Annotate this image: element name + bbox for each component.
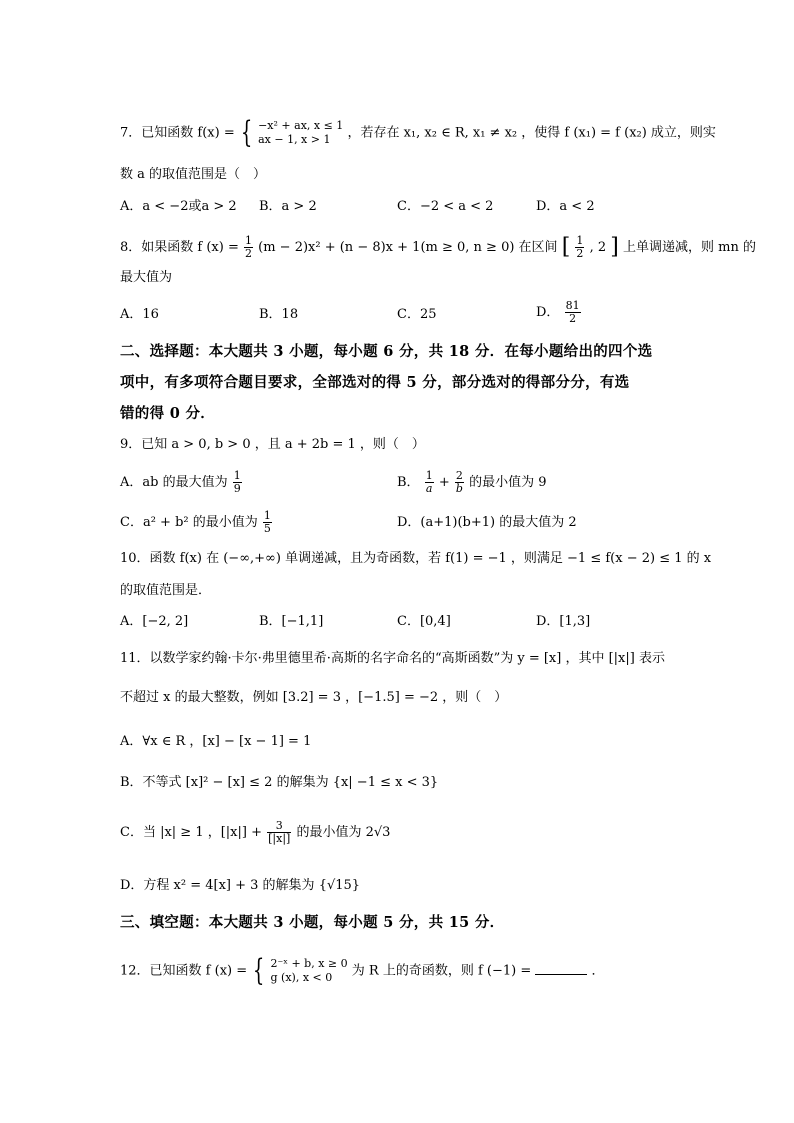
section2-heading-line2: 项中，有多项符合题目要求，全部选对的得 5 分，部分选对的得部分分，有选 <box>120 374 630 391</box>
q12-prefix: 12．已知函数 f (x) = <box>120 963 248 979</box>
q10-option-b: B．[−1,1] <box>259 614 324 629</box>
q8-d-den: 2 <box>569 312 577 325</box>
q7-cases <box>258 119 343 147</box>
q12-case2: g (x), x < 0 <box>270 971 333 984</box>
q8-option-d-label: D． <box>536 305 560 320</box>
q9-b-f2-den: b <box>455 482 463 495</box>
q7-option-a: A．a < −2或a > 2 <box>120 199 237 214</box>
q11-option-a: A．∀x ∈ R ，[x] − [x − 1] = 1 <box>120 734 312 749</box>
q8-prefix: 8．如果函数 f (x) = <box>120 240 239 255</box>
q9-option-b-suffix: 的最小值为 9 <box>469 475 547 490</box>
q12-answer-blank[interactable] <box>535 962 587 975</box>
q8-line2: 最大值为 <box>120 270 173 285</box>
q8-interval-den: 2 <box>576 247 584 260</box>
q9-option-b <box>397 470 546 495</box>
q8-interval-fraction <box>575 235 584 260</box>
q9-option-d: D．(a+1)(b+1) 的最大值为 2 <box>397 515 577 530</box>
q7-option-b: B．a > 2 <box>259 199 317 214</box>
q9-option-a-fraction <box>233 470 242 495</box>
q10-option-d: D．[1,3] <box>536 614 591 629</box>
section2-heading-line3: 错的得 0 分． <box>120 405 216 422</box>
q10-option-c: C．[0,4] <box>397 614 451 629</box>
q9-option-b-fraction1 <box>425 470 434 495</box>
q9-option-b-fraction2 <box>455 470 464 495</box>
q8-stem <box>120 235 756 260</box>
q9-b-plus: + <box>438 475 450 490</box>
q8-half-fraction <box>244 235 253 260</box>
q8-suffix: 上单调递减，则 mn 的 <box>622 240 756 255</box>
q8-option-d-fraction <box>565 300 581 325</box>
q7-option-d: D．a < 2 <box>536 199 595 214</box>
q8-option-c: C．25 <box>397 307 437 322</box>
q9-option-a <box>120 470 243 495</box>
q12-end: ． <box>591 963 605 979</box>
q9-b-f2-num: 2 <box>455 469 463 482</box>
section2-heading-line1: 二、选择题：本大题共 3 小题，每小题 6 分，共 18 分．在每小题给出的四个选 <box>120 343 653 360</box>
q7-line2: 数 a 的取值范围是（ ） <box>120 167 267 182</box>
q8-frac-num: 1 <box>245 234 252 247</box>
q12-case1: 2⁻ˣ + b, x ≥ 0 <box>270 957 348 970</box>
q12-brace: { <box>253 953 265 988</box>
q7-case1: −x² + ax, x ≤ 1 <box>258 119 344 132</box>
q11-c-num: 3 <box>267 820 291 833</box>
q12-cases <box>271 957 348 985</box>
q9-a-num: 1 <box>233 469 241 482</box>
q9-option-c-text: C．a² + b² 的最小值为 <box>120 515 258 530</box>
q8-option-b: B．18 <box>259 307 299 322</box>
q9-option-c-fraction <box>263 510 272 535</box>
q8-middle: (m − 2)x² + (n − 8)x + 1(m ≥ 0, n ≥ 0) 在区间 <box>258 240 558 255</box>
q8-interval-num: 1 <box>576 234 584 247</box>
q11-line2: 不超过 x 的最大整数，例如 [3.2] = 3 ，[−1.5] = −2 ，则（ ） <box>120 690 508 705</box>
q8-option-a: A．16 <box>120 307 159 322</box>
q11-line1: 11．以数学家约翰·卡尔·弗里德里希·高斯的名字命名的“高斯函数”为 y = [x] ，其中 [|x|] 表示 <box>120 651 665 666</box>
q8-option-d <box>536 300 582 325</box>
q8-interval-end: , 2 <box>589 240 607 255</box>
q9-stem: 9．已知 a > 0, b > 0 ，且 a + 2b = 1 ，则（ ） <box>120 437 425 452</box>
q8-d-num: 81 <box>565 299 580 312</box>
q11-option-c-fraction <box>267 820 291 845</box>
q9-option-a-text: A．ab 的最大值为 <box>120 475 228 490</box>
q9-c-den: 5 <box>263 522 271 535</box>
q8-frac-den: 2 <box>245 247 252 260</box>
q7-case2: ax − 1, x > 1 <box>258 133 331 146</box>
q12-stem <box>120 953 605 988</box>
q7-option-c: C．−2 < a < 2 <box>397 199 494 214</box>
q10-option-a: A．[−2, 2] <box>120 614 189 629</box>
q12-suffix: 为 R 上的奇函数，则 f (−1) = <box>351 963 532 979</box>
section3-heading: 三、填空题：本大题共 3 小题，每小题 5 分，共 15 分． <box>120 914 505 931</box>
q7-brace: { <box>240 115 253 150</box>
q11-option-c-prefix: C．当 |x| ≥ 1 ，[|x|] + <box>120 825 262 840</box>
q9-a-den: 9 <box>233 482 241 495</box>
q10-line2: 的取值范围是． <box>120 583 212 598</box>
q9-option-c <box>120 510 273 535</box>
q8-left-bracket: [ <box>561 234 571 260</box>
q11-c-den: [|x|] <box>268 832 291 845</box>
q9-b-f1-den: a <box>425 482 433 495</box>
q11-option-d: D．方程 x² = 4[x] + 3 的解集为 {√15} <box>120 878 361 893</box>
q11-option-c-suffix: 的最小值为 2√3 <box>296 825 391 840</box>
q9-option-b-label: B． <box>397 475 420 490</box>
q9-b-f1-num: 1 <box>425 469 433 482</box>
q7-prefix: 7．已知函数 f(x) = <box>120 125 235 141</box>
q10-line1: 10．函数 f(x) 在 (−∞,+∞) 单调递减，且为奇函数，若 f(1) = −1 ，则满足 −1 ≤ f(x − 2) ≤ 1 的 x <box>120 551 712 566</box>
q7-middle: ，若存在 x₁, x₂ ∈ R, x₁ ≠ x₂ ，使得 f (x₁) = f (x₂) 成立，则实 <box>347 125 716 141</box>
q11-option-b: B．不等式 [x]² − [x] ≤ 2 的解集为 {x| −1 ≤ x < 3} <box>120 775 439 790</box>
q8-right-bracket: ] <box>610 234 619 260</box>
q7-stem <box>120 115 716 150</box>
q11-option-c <box>120 820 390 845</box>
q9-c-num: 1 <box>263 509 271 522</box>
